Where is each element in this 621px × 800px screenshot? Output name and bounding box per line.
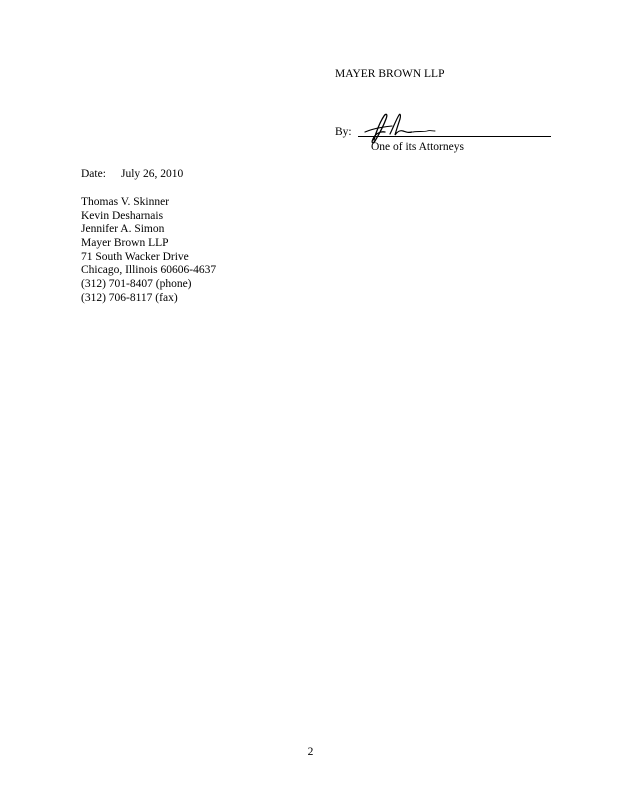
address-line-name-1: Thomas V. Skinner — [81, 196, 170, 208]
address-line-name-3: Jennifer A. Simon — [81, 223, 165, 236]
firm-name: MAYER BROWN LLP — [335, 68, 445, 80]
date-line — [81, 168, 183, 182]
address-line-phone: (312) 701-8407 (phone) — [81, 278, 192, 291]
signature-line — [358, 136, 551, 137]
date-label: Date: — [81, 168, 106, 180]
address-line-city: Chicago, Illinois 60606-4637 — [81, 264, 217, 277]
address-line-firm: Mayer Brown LLP — [81, 237, 169, 250]
by-label: By: — [335, 126, 352, 138]
address-line-fax: (312) 706-8117 (fax) — [81, 291, 178, 304]
page-number: 2 — [307, 746, 314, 758]
address-line-street: 71 South Wacker Drive — [81, 250, 189, 263]
date-value: July 26, 2010 — [121, 168, 184, 180]
address-line-name-2: Kevin Desharnais — [81, 209, 164, 222]
signature-caption: One of its Attorneys — [371, 141, 464, 153]
attorney-address-block — [81, 196, 216, 306]
